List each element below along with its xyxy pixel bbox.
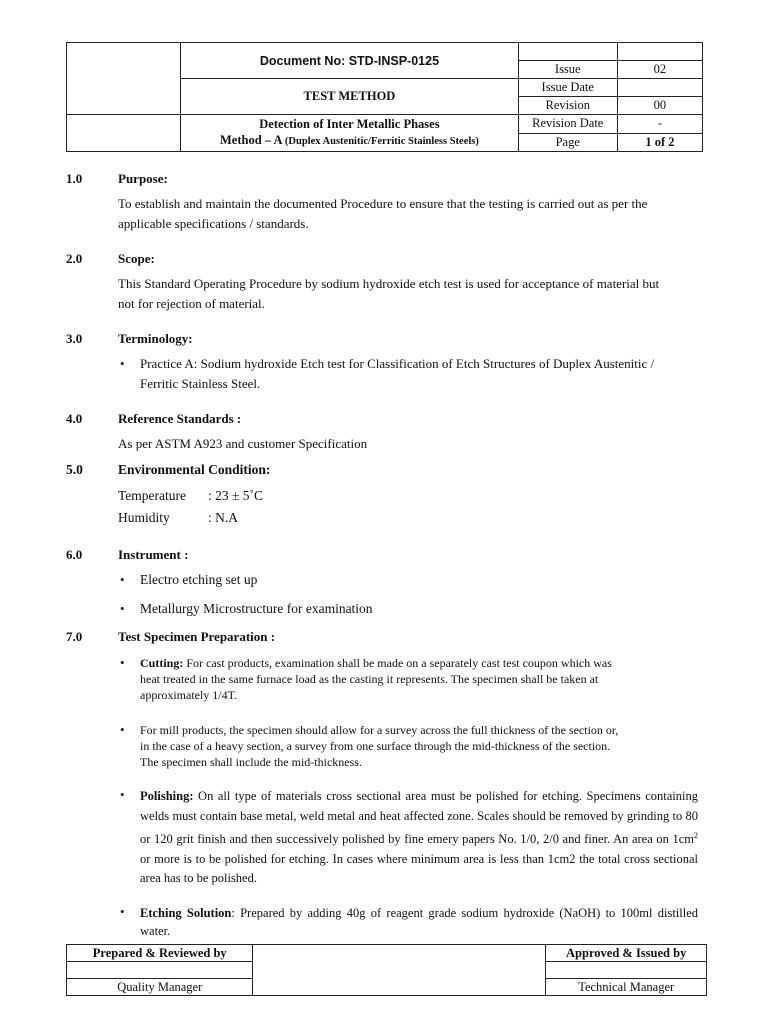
text-line: in the case of a heavy section, a survey from one surface through the mid-thickness of the section. [140,739,611,753]
text-line: Ferritic Stainless Steel. [140,376,261,391]
polishing-text: On all type of materials cross sectional area must be polished for etching. Specimens containing welds must contain base metal, weld metal and heat affected zone. Scales should be removed by grinding to 80 or 120 grit finish and then successively polished by fine emery papers No. 1/0, 2/0 and finer. An area on 1cm [140,789,698,847]
signature-footer-table [66,944,707,996]
bullet-icon: • [120,601,125,616]
section-title: Instrument : [118,547,189,562]
page-label: Page [518,133,617,152]
issue-date-value [617,79,702,97]
approved-signature-cell [546,962,707,979]
revision-value: 00 [617,97,702,115]
section-reference-heading [66,411,241,427]
reference-text: As per ASTM A923 and customer Specification [118,436,368,451]
specimen-list [118,655,698,703]
cutting-label: Cutting: [140,656,184,670]
section-number: 5.0 [66,462,83,477]
polishing-label: Polishing: [140,789,194,803]
purpose-text [118,194,698,234]
terminology-list [118,354,698,394]
list-item-mill [118,722,698,770]
section-number: 3.0 [66,331,83,346]
instrument-list [118,572,698,617]
revision-label: Revision [518,97,617,115]
temperature-value: : 23 ± 5˚C [208,488,264,503]
text-line [140,655,698,671]
section-specimen-heading [66,629,275,645]
list-item-cutting [118,655,698,703]
etching-text: : Prepared by adding 40g of reagent grade sodium hydroxide (NaOH) to 100ml distilled water. [140,906,699,938]
temperature-row [118,488,263,504]
header-left-blank [67,115,181,152]
specimen-list-etching [118,904,698,940]
method-title-line1: Detection of Inter Metallic Phases [259,117,440,131]
text-line: Practice A: Sodium hydroxide Etch test for Classification of Etch Structures of Duplex Austenitic / [140,356,655,371]
bullet-icon: • [120,356,125,371]
list-item-text: Metallurgy Microstructure for examination [140,601,373,616]
logo-cell [67,43,181,115]
text-line: This Standard Operating Procedure by sodium hydroxide etch test is used for acceptance of material but [118,276,660,291]
polishing-text-cont: or more is to be polished for etching. In cases where minimum area is less than 1cm2 the total cross sectional area has to be polished. [140,851,698,886]
section-environment-heading [66,462,270,478]
section-title: Test Specimen Preparation : [118,629,276,644]
specimen-list-mill [118,722,698,770]
list-item-etching [118,904,698,940]
document-number: Document No: STD-INSP-0125 [181,43,519,79]
revision-date-value: - [617,115,702,134]
section-terminology-heading [66,331,193,347]
prepared-by-label: Prepared & Reviewed by [67,945,253,962]
issue-date-label: Issue Date [518,79,617,97]
section-number: 4.0 [66,411,83,426]
list-item-text: Electro etching set up [140,572,258,587]
section-purpose-heading [66,171,168,187]
header-blank-cell [518,43,617,61]
issue-label: Issue [518,61,617,79]
issue-value: 02 [617,61,702,79]
polishing-paragraph [140,787,698,889]
prepared-signature-cell [67,962,253,979]
approved-by-label: Approved & Issued by [546,945,707,962]
humidity-row [118,510,238,526]
bullet-icon: • [120,904,125,919]
humidity-label: Humidity [118,510,170,525]
bullet-icon: • [120,655,125,670]
method-title-line2 [181,132,518,150]
prepared-role: Quality Manager [67,979,253,996]
text-line: heat treated in the same furnace load as the casting it represents. The specimen shall be taken at [140,672,599,686]
list-item [118,572,698,601]
list-item [118,601,698,617]
page-value: 1 of 2 [617,133,702,152]
header-blank-cell [617,43,702,61]
test-method-title: TEST METHOD [181,79,519,115]
humidity-value: : N.A [208,510,238,525]
approved-role: Technical Manager [546,979,707,996]
bullet-icon: • [120,572,125,587]
superscript: 2 [694,831,698,840]
etching-paragraph [140,904,698,940]
method-subtitle: (Duplex Austenitic/Ferritic Stainless Steels) [284,136,479,147]
section-title: Scope: [118,251,155,266]
bullet-icon: • [120,722,125,737]
text-line: For mill products, the specimen should allow for a survey across the full thickness of the section or, [140,723,619,737]
document-header-table [66,42,703,152]
method-title-cell [181,115,519,152]
etching-label: Etching Solution [140,906,232,920]
revision-date-label: Revision Date [518,115,617,134]
text-line: applicable specifications / standards. [118,216,309,231]
section-number: 6.0 [66,547,83,562]
list-item [118,354,698,394]
section-title: Purpose: [118,171,168,186]
section-instrument-heading [66,547,188,563]
method-prefix: Method – A [219,133,285,147]
text-line: The specimen shall include the mid-thickness. [140,755,362,769]
section-number: 2.0 [66,251,83,266]
bullet-icon: • [120,787,125,802]
footer-middle-blank [253,945,546,996]
list-item-polishing [118,787,698,889]
scope-text [118,274,698,314]
specimen-list-polishing [118,787,698,889]
section-title: Environmental Condition: [118,462,271,477]
section-scope-heading [66,251,155,267]
text-line: not for rejection of material. [118,296,265,311]
section-title: Terminology: [118,331,193,346]
cutting-text: For cast products, examination shall be made on a separately cast test coupon which was [183,656,612,670]
section-title: Reference Standards : [118,411,242,426]
section-number: 1.0 [66,171,83,186]
text-line: approximately 1/4T. [140,688,238,702]
section-number: 7.0 [66,629,83,644]
temperature-label: Temperature [118,488,187,503]
text-line: To establish and maintain the documented Procedure to ensure that the testing is carried out as per the [118,196,648,211]
